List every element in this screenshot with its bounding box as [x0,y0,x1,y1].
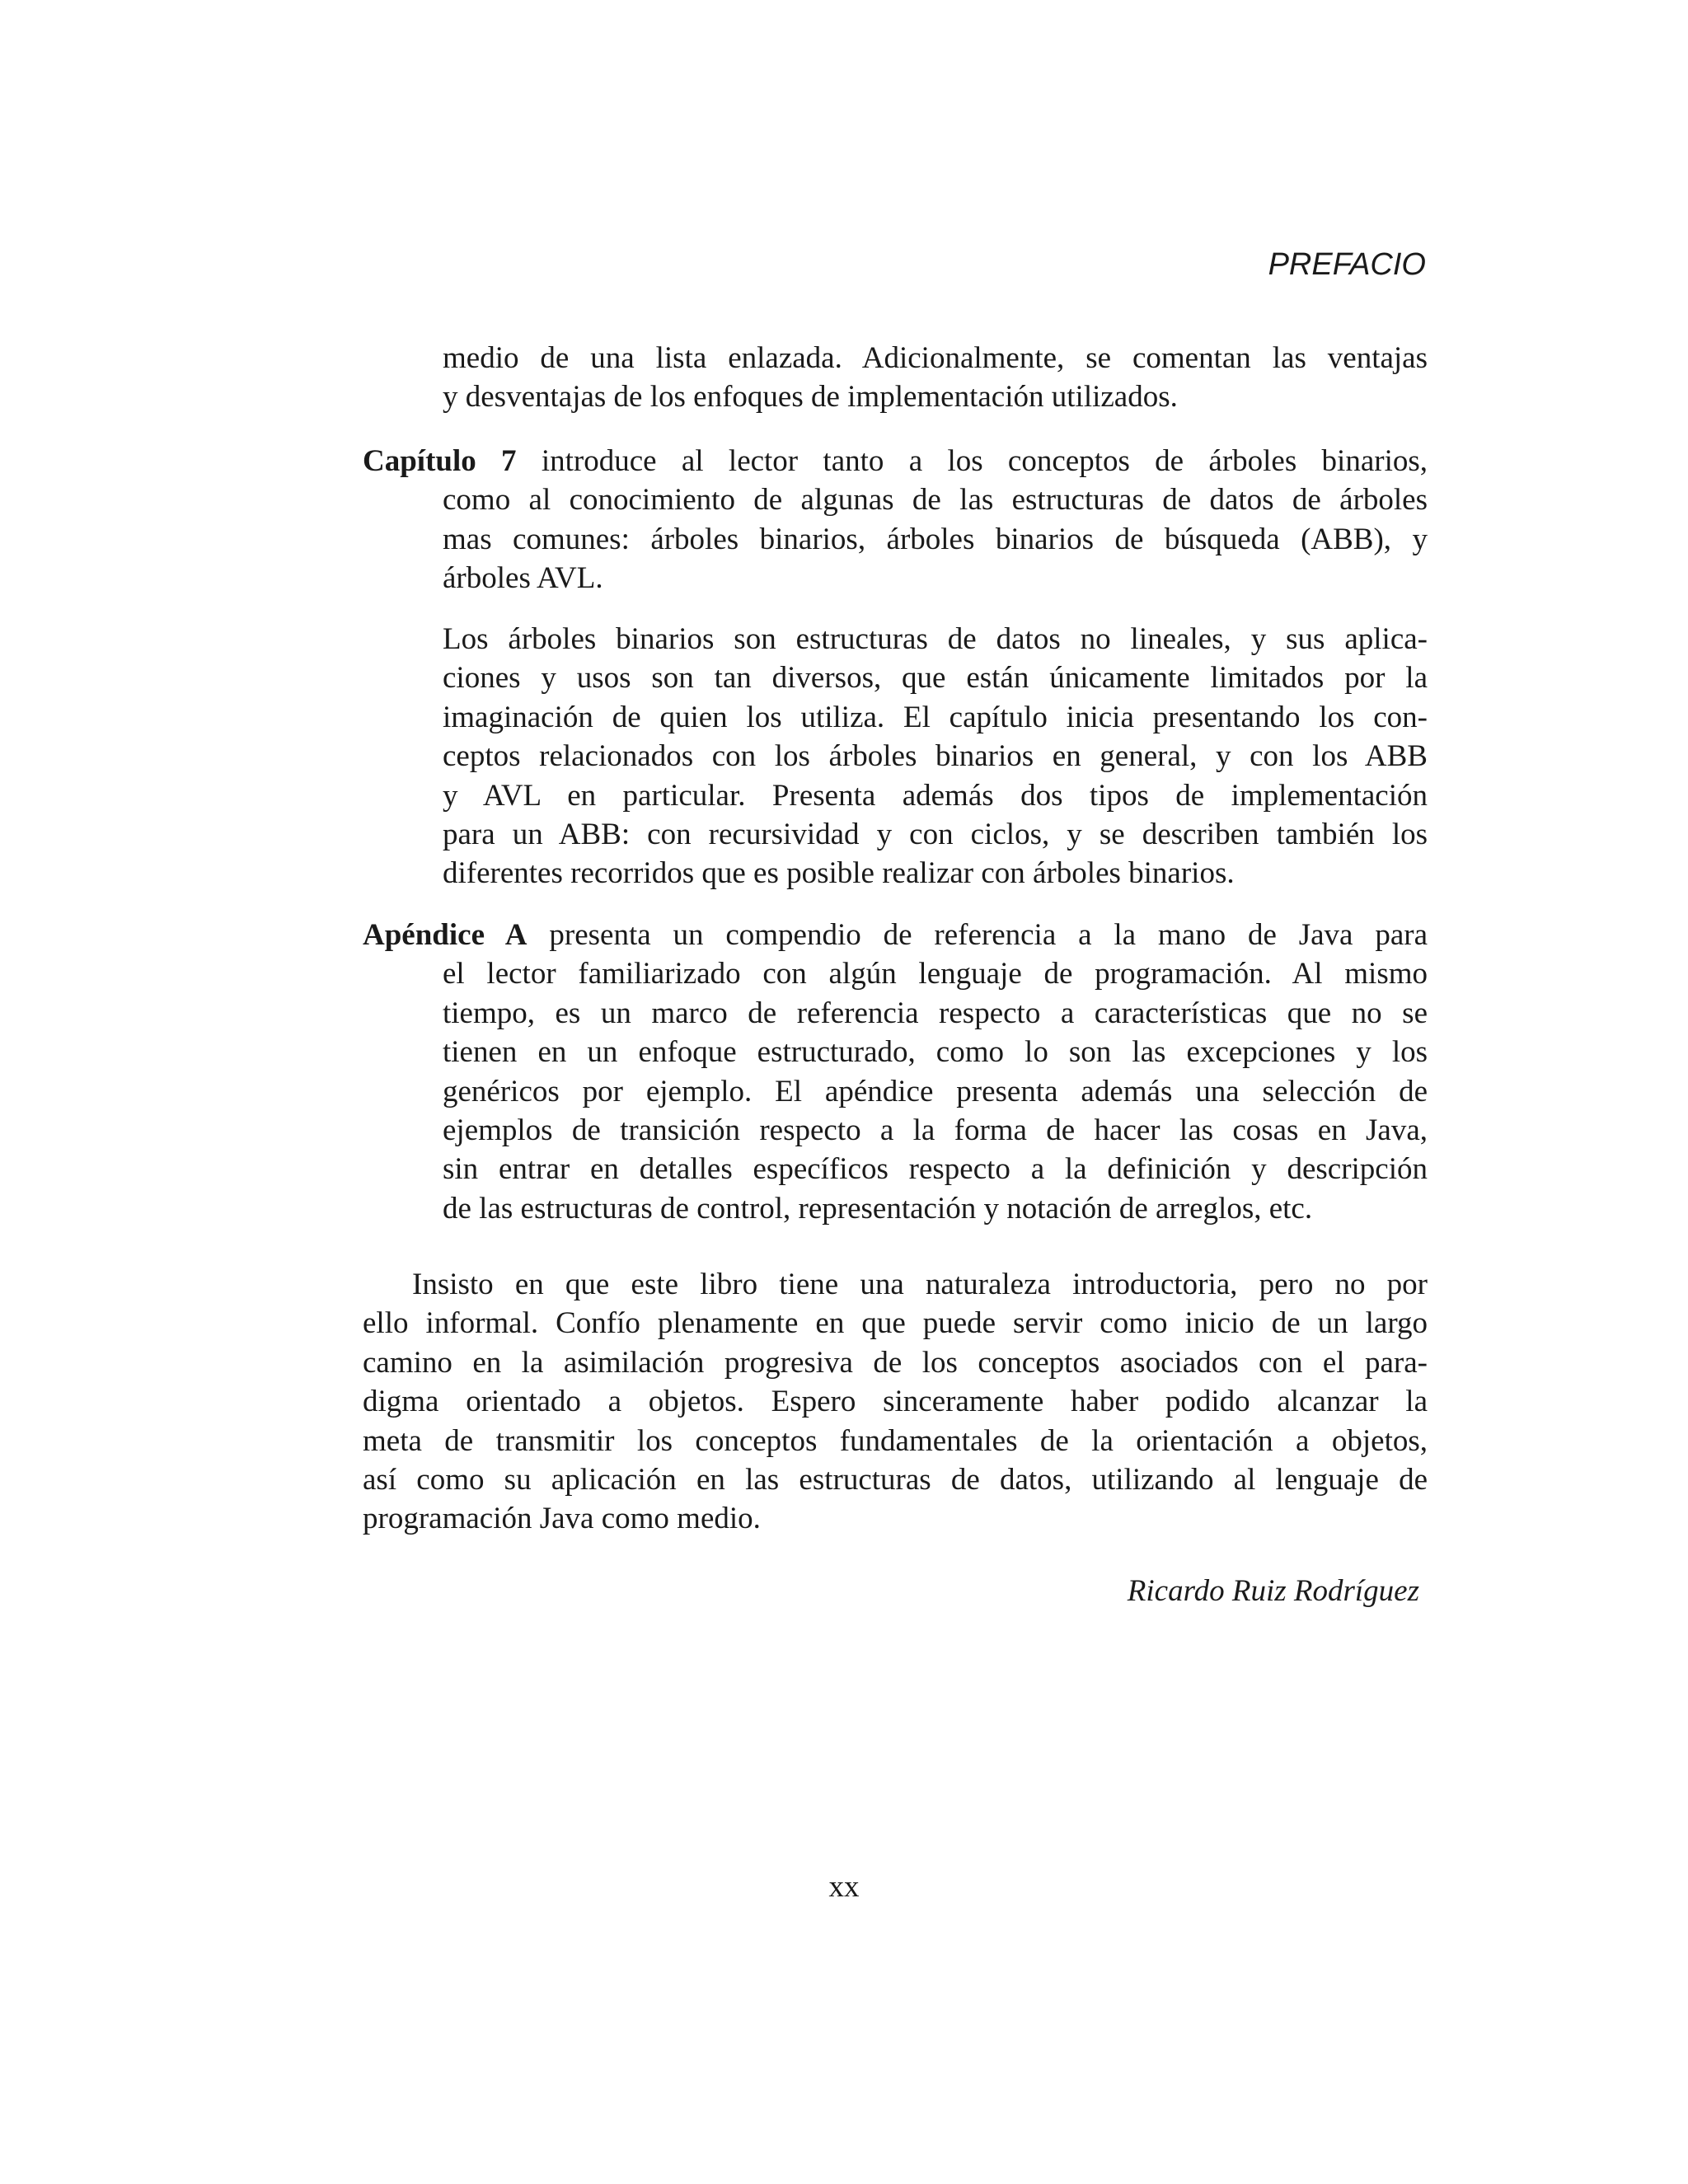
entry-heading: Apéndice A [363,918,528,952]
text-line: ejemplos de transición respecto a la forma de hacer las cosas en Java, [443,1113,1428,1148]
entry-heading: Capítulo 7 [363,444,517,478]
author-signature: Ricardo Ruiz Rodríguez [1127,1574,1419,1608]
text-line: Los árboles binarios son estructuras de datos no lineales, y sus aplica- [443,622,1428,656]
text-line: así como su aplicación en las estructuras de datos, utilizando al lenguaje de [363,1463,1428,1497]
chapter-7-detail-paragraph [363,620,1428,893]
text-line: mas comunes: árboles binarios, árboles binarios de búsqueda (ABB), y [443,522,1428,556]
appendix-a-entry [363,916,1428,1228]
text-line: meta de transmitir los conceptos fundamentales de la orientación a objetos, [363,1423,1428,1458]
text-line: tiempo, es un marco de referencia respecto a características que no se [443,996,1428,1030]
text-line: programación Java como medio. [363,1502,761,1536]
text-line: ciones y usos son tan diversos, que están únicamente limitados por la [443,661,1428,696]
text-line: medio de una lista enlazada. Adicionalmente, se comentan las ventajas [443,341,1428,375]
text-line: ceptos relacionados con los árboles binarios en general, y con los ABB [443,739,1428,774]
running-head: PREFACIO [1268,247,1426,282]
text-line: digma orientado a objetos. Espero sinceramente haber podido alcanzar la [363,1385,1428,1419]
text-line-content: introduce al lector tanto a los conceptos de árboles binarios, [541,444,1428,478]
text-line: como al conocimiento de algunas de las estructuras de datos de árboles [443,483,1428,518]
text-line: para un ABB: con recursividad y con ciclos, y se describen también los [443,818,1428,852]
chapter-7-entry [363,442,1428,598]
text-line: árboles AVL. [443,561,603,596]
text-line: sin entrar en detalles específicos respecto a la definición y descripción [443,1152,1428,1187]
text-line [363,916,1428,954]
text-line: diferentes recorridos que es posible realizar con árboles binarios. [443,856,1235,891]
text-line [363,442,1428,480]
text-line: imaginación de quien los utiliza. El capítulo inicia presentando los con- [443,700,1428,734]
text-line: genéricos por ejemplo. El apéndice presenta además una selección de [443,1074,1428,1108]
text-line: de las estructuras de control, representación y notación de arreglos, etc. [443,1191,1313,1226]
text-line: camino en la asimilación progresiva de los conceptos asociados con el para- [363,1345,1428,1380]
text-line: tienen en un enfoque estructurado, como lo son las excepciones y los [443,1035,1428,1070]
text-line: el lector familiarizado con algún lenguaje de programación. Al mismo [443,957,1428,991]
text-line: y desventajas de los enfoques de implementación utilizados. [443,380,1178,415]
text-line: y AVL en particular. Presenta además dos tipos de implementación [443,778,1428,813]
page-number: xx [828,1870,860,1904]
text-line: ello informal. Confío plenamente en que puede servir como inicio de un largo [363,1306,1428,1341]
text-line-content: presenta un compendio de referencia a la mano de Java para [549,918,1428,952]
continuation-paragraph [363,339,1428,417]
closing-paragraph [363,1265,1428,1539]
text-line: Insisto en que este libro tiene una naturaleza introductoria, pero no por [412,1268,1428,1301]
